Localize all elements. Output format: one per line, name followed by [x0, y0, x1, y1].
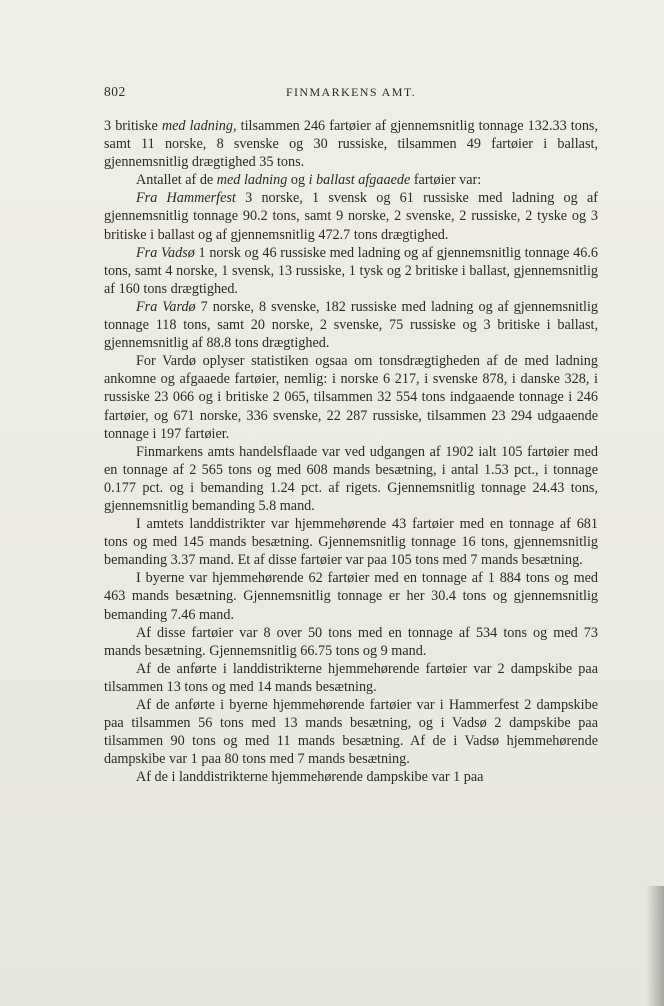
text-run: I byerne var hjemmehørende 62 fartøier med en tonnage af 1 884 tons og med 463 mands besætning. Gjennemsnitlig tonnage er her 30.4 tons og gjennemsnitlig bemanding 7.46 mand.: [104, 570, 598, 623]
paragraph: [104, 352, 598, 442]
page-number: 802: [104, 84, 126, 99]
text-run: tilsammen 246 fartøier af gjennemsnitlig tonnage 132.33 tons, samt 11 norske, 8 svenske og 30 russiske, tilsammen 49 fartøier i ballast, gjennemsnitlig drægtighed 35 tons.: [104, 118, 599, 171]
paragraph: [104, 189, 598, 243]
running-title: FINMARKENS AMT.: [285, 85, 417, 99]
text-run: 3 norske, 1 svensk og 61 russiske med ladning og af gjennemsnitlig tonnage 90.2 tons, samt 9 norske, 2 svenske, 2 russiske, 2 tyske og 3 britiske i ballast og af gjennemsnitlig 472.7 tons drægtighed.: [104, 190, 598, 243]
text-run: Finmarkens amts handelsflaade var ved udgangen af 1902 ialt 105 fartøier med en tonnage af 2 565 tons og med 608 mands besætning, i antal 1.53 pct., i tonnage 0.177 pct. og i bemanding 1.24 pct. af rigets. Gjennemsnitlig tonnage 24.43 tons, gjennemsnitlig bemanding 5.8 mand.: [104, 443, 598, 514]
italic-run: Fra Vardø: [136, 298, 196, 315]
italic-run: Fra Vadsø: [136, 244, 195, 261]
paragraph: [104, 768, 598, 786]
paragraph: [104, 569, 598, 623]
paragraph: [104, 443, 598, 515]
page-edge-shadow: [646, 886, 664, 1006]
text-run: 1 norsk og 46 russiske med ladning og af gjennemsnitlig tonnage 46.6 tons, samt 4 norske, 1 svensk, 13 russiske, 1 tysk og 2 britiske i ballast, gjennemsnitlig af 160 tons drægtighed.: [104, 244, 598, 297]
text-run: Af de i landdistrikterne hjemmehørende dampskibe var 1 paa: [136, 769, 484, 786]
text-run: Af de anførte i byerne hjemmehørende fartøier var i Hammerfest 2 dampskibe paa tilsammen 56 tons med 13 mands besætning, og i Vadsø 2 dampskibe paa tilsammen 90 tons og med 11 mands besætning. Af de i Vadsø hjemmehørende dampskibe var 1 paa 80 tons med 7 mands besætning.: [104, 697, 598, 768]
body-text: [104, 117, 598, 786]
paragraph: [104, 515, 598, 569]
paragraph: [104, 298, 598, 352]
paragraph: [104, 660, 598, 696]
italic-run: i ballast afgaaede: [308, 172, 411, 189]
text-run: og: [287, 172, 309, 189]
text-run: For Vardø oplyser statistiken ogsaa om tonsdrægtigheden af de med ladning ankomne og afgaaede fartøier, nemlig: i norske 6 217, i svenske 878, i danske 328, i russiske 23 066 og i britiske 2 065, tilsammen 32 554 tons indgaaende tonnage i 246 fartøier, og 671 norske, 336 svenske, 22 287 russiske, tilsammen 23 294 udgaaende tonnage i 197 fartøier.: [104, 353, 598, 442]
text-run: Af disse fartøier var 8 over 50 tons med en tonnage af 534 tons og med 73 mands besætning. Gjennemsnitlig 66.75 tons og 9 mand.: [104, 624, 598, 659]
text-run: Antallet af de: [136, 172, 217, 189]
paragraph: [104, 624, 598, 660]
page-header: [104, 84, 598, 104]
text-run: 3 britiske: [104, 118, 162, 134]
italic-run: med ladning: [216, 172, 288, 189]
text-run: 7 norske, 8 svenske, 182 russiske med ladning og af gjennemsnitlig tonnage 118 tons, samt 20 norske, 2 svenske, 75 russiske og 3 britiske i ballast, gjennemsnitlig af 88.8 tons drægtighed.: [104, 298, 598, 352]
paragraph: [104, 117, 598, 171]
italic-run: Fra Hammerfest: [136, 190, 236, 207]
paragraph: [104, 171, 598, 189]
text-run: Af de anførte i landdistrikterne hjemmehørende fartøier var 2 dampskibe paa tilsammen 13 tons og med 14 mands besætning.: [104, 660, 598, 695]
italic-run: med ladning,: [161, 118, 237, 134]
paragraph: [104, 696, 598, 768]
paragraph: [104, 244, 598, 298]
text-run: I amtets landdistrikter var hjemmehørende 43 fartøier med en tonnage af 681 tons og med 145 mands besætning. Gjennemsnitlig tonnage 16 tons, gjennemsnitlig bemanding 3.37 mand. Et af disse fartøier var paa 105 tons med 7 mands besætning.: [104, 516, 598, 569]
text-run: fartøier var:: [410, 172, 482, 189]
